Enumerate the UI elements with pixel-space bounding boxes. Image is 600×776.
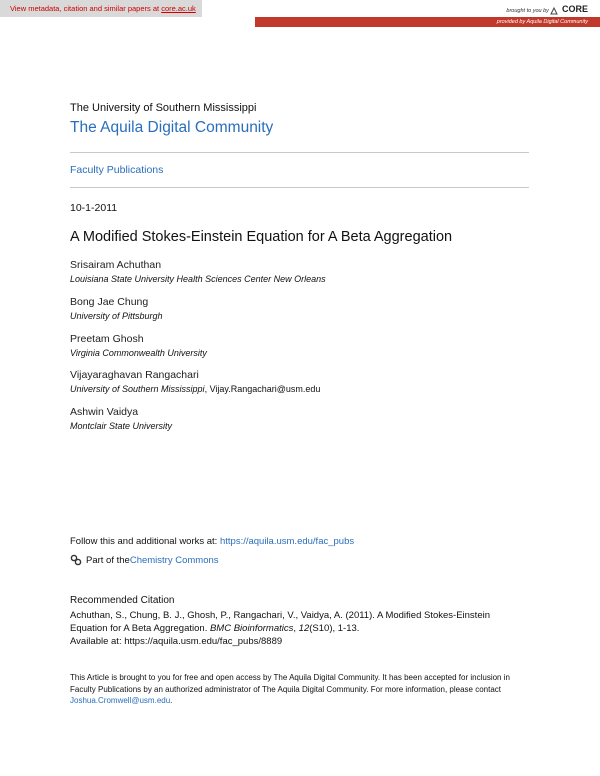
- commons-network-icon: [70, 554, 82, 566]
- series-link[interactable]: Faculty Publications: [70, 164, 164, 176]
- author-affiliation-text: University of Pittsburgh: [70, 311, 163, 321]
- author-block: [70, 259, 326, 284]
- chemistry-commons-link[interactable]: Chemistry Commons: [129, 554, 219, 566]
- citation-title-part: Equation for A Beta Aggregation.: [70, 623, 210, 634]
- author-affiliation: [70, 274, 326, 284]
- citation-journal: BMC Bioinformatics: [209, 623, 294, 634]
- author-email: , Vijay.Rangachari@usm.edu: [204, 384, 321, 394]
- author-block: [70, 369, 320, 394]
- citation-separator: ,: [293, 623, 299, 634]
- author-affiliation: [70, 311, 163, 321]
- divider: [70, 152, 529, 153]
- brought-by: [506, 4, 588, 15]
- paper-title: A Modified Stokes-Einstein Equation for A Beta Aggregation: [70, 229, 453, 245]
- access-statement-end: .: [170, 696, 173, 705]
- brought-text: brought to you by: [506, 8, 549, 14]
- core-link[interactable]: core.ac.uk: [161, 4, 196, 13]
- author-block: [70, 406, 172, 431]
- author-affiliation: [70, 421, 172, 431]
- citation-line: Available at: https://aquila.usm.edu/fac_pubs/8889: [70, 636, 283, 647]
- follow-link[interactable]: https://aquila.usm.edu/fac_pubs: [219, 536, 355, 547]
- institution-name: The University of Southern Mississippi: [70, 102, 257, 114]
- citation-volume: 12: [298, 623, 310, 634]
- author-name: Vijayaraghavan Rangachari: [70, 369, 199, 381]
- author-affiliation-text: Montclair State University: [70, 421, 173, 431]
- author-affiliation-text: University of Southern Mississippi: [70, 384, 205, 394]
- follow-line: [70, 536, 354, 547]
- author-block: [70, 333, 207, 358]
- publication-date: 10-1-2011: [70, 202, 118, 214]
- recommended-citation-heading: Recommended Citation: [70, 595, 175, 606]
- citation-line: [70, 622, 540, 635]
- contact-email-link[interactable]: Joshua.Cromwell@usm.edu: [70, 696, 171, 705]
- author-affiliation: [70, 384, 320, 394]
- core-metadata-text: View metadata, citation and similar papers at: [10, 4, 162, 13]
- author-name: Bong Jae Chung: [70, 296, 149, 308]
- citation-line: Achuthan, S., Chung, B. J., Ghosh, P., Rangachari, V., Vaidya, A. (2011). A Modified Stokes-Einstein: [70, 610, 491, 621]
- author-name: Srisairam Achuthan: [70, 259, 162, 271]
- author-name: Preetam Ghosh: [70, 333, 144, 345]
- core-logo[interactable]: CORE: [561, 4, 588, 14]
- author-affiliation: [70, 348, 207, 358]
- core-logo-icon: [550, 8, 560, 14]
- author-block: [70, 296, 163, 321]
- author-affiliation-text: Louisiana State University Health Sciences Center New Orleans: [70, 274, 326, 284]
- part-of-line: [70, 554, 219, 566]
- part-of-text: Part of the: [86, 554, 130, 566]
- author-name: Ashwin Vaidya: [70, 406, 139, 418]
- divider: [70, 187, 529, 188]
- provided-by-banner: provided by Aquila Digital Community: [255, 17, 600, 27]
- core-topbar: [0, 0, 600, 27]
- community-name[interactable]: The Aquila Digital Community: [70, 119, 274, 136]
- citation-pages: (S10), 1-13.: [309, 623, 360, 634]
- follow-text: Follow this and additional works at:: [70, 536, 220, 547]
- author-affiliation-text: Virginia Commonwealth University: [70, 348, 207, 358]
- access-statement-text: This Article is brought to you for free and open access by The Aquila Digital Community. It has been accepted for inclusion in Faculty Publications by an authorized administrator of The Aquila Digital Community. For more information, please contact: [70, 673, 510, 694]
- citation-text: [70, 609, 540, 648]
- access-statement: [70, 672, 530, 707]
- core-metadata-banner: [0, 0, 202, 17]
